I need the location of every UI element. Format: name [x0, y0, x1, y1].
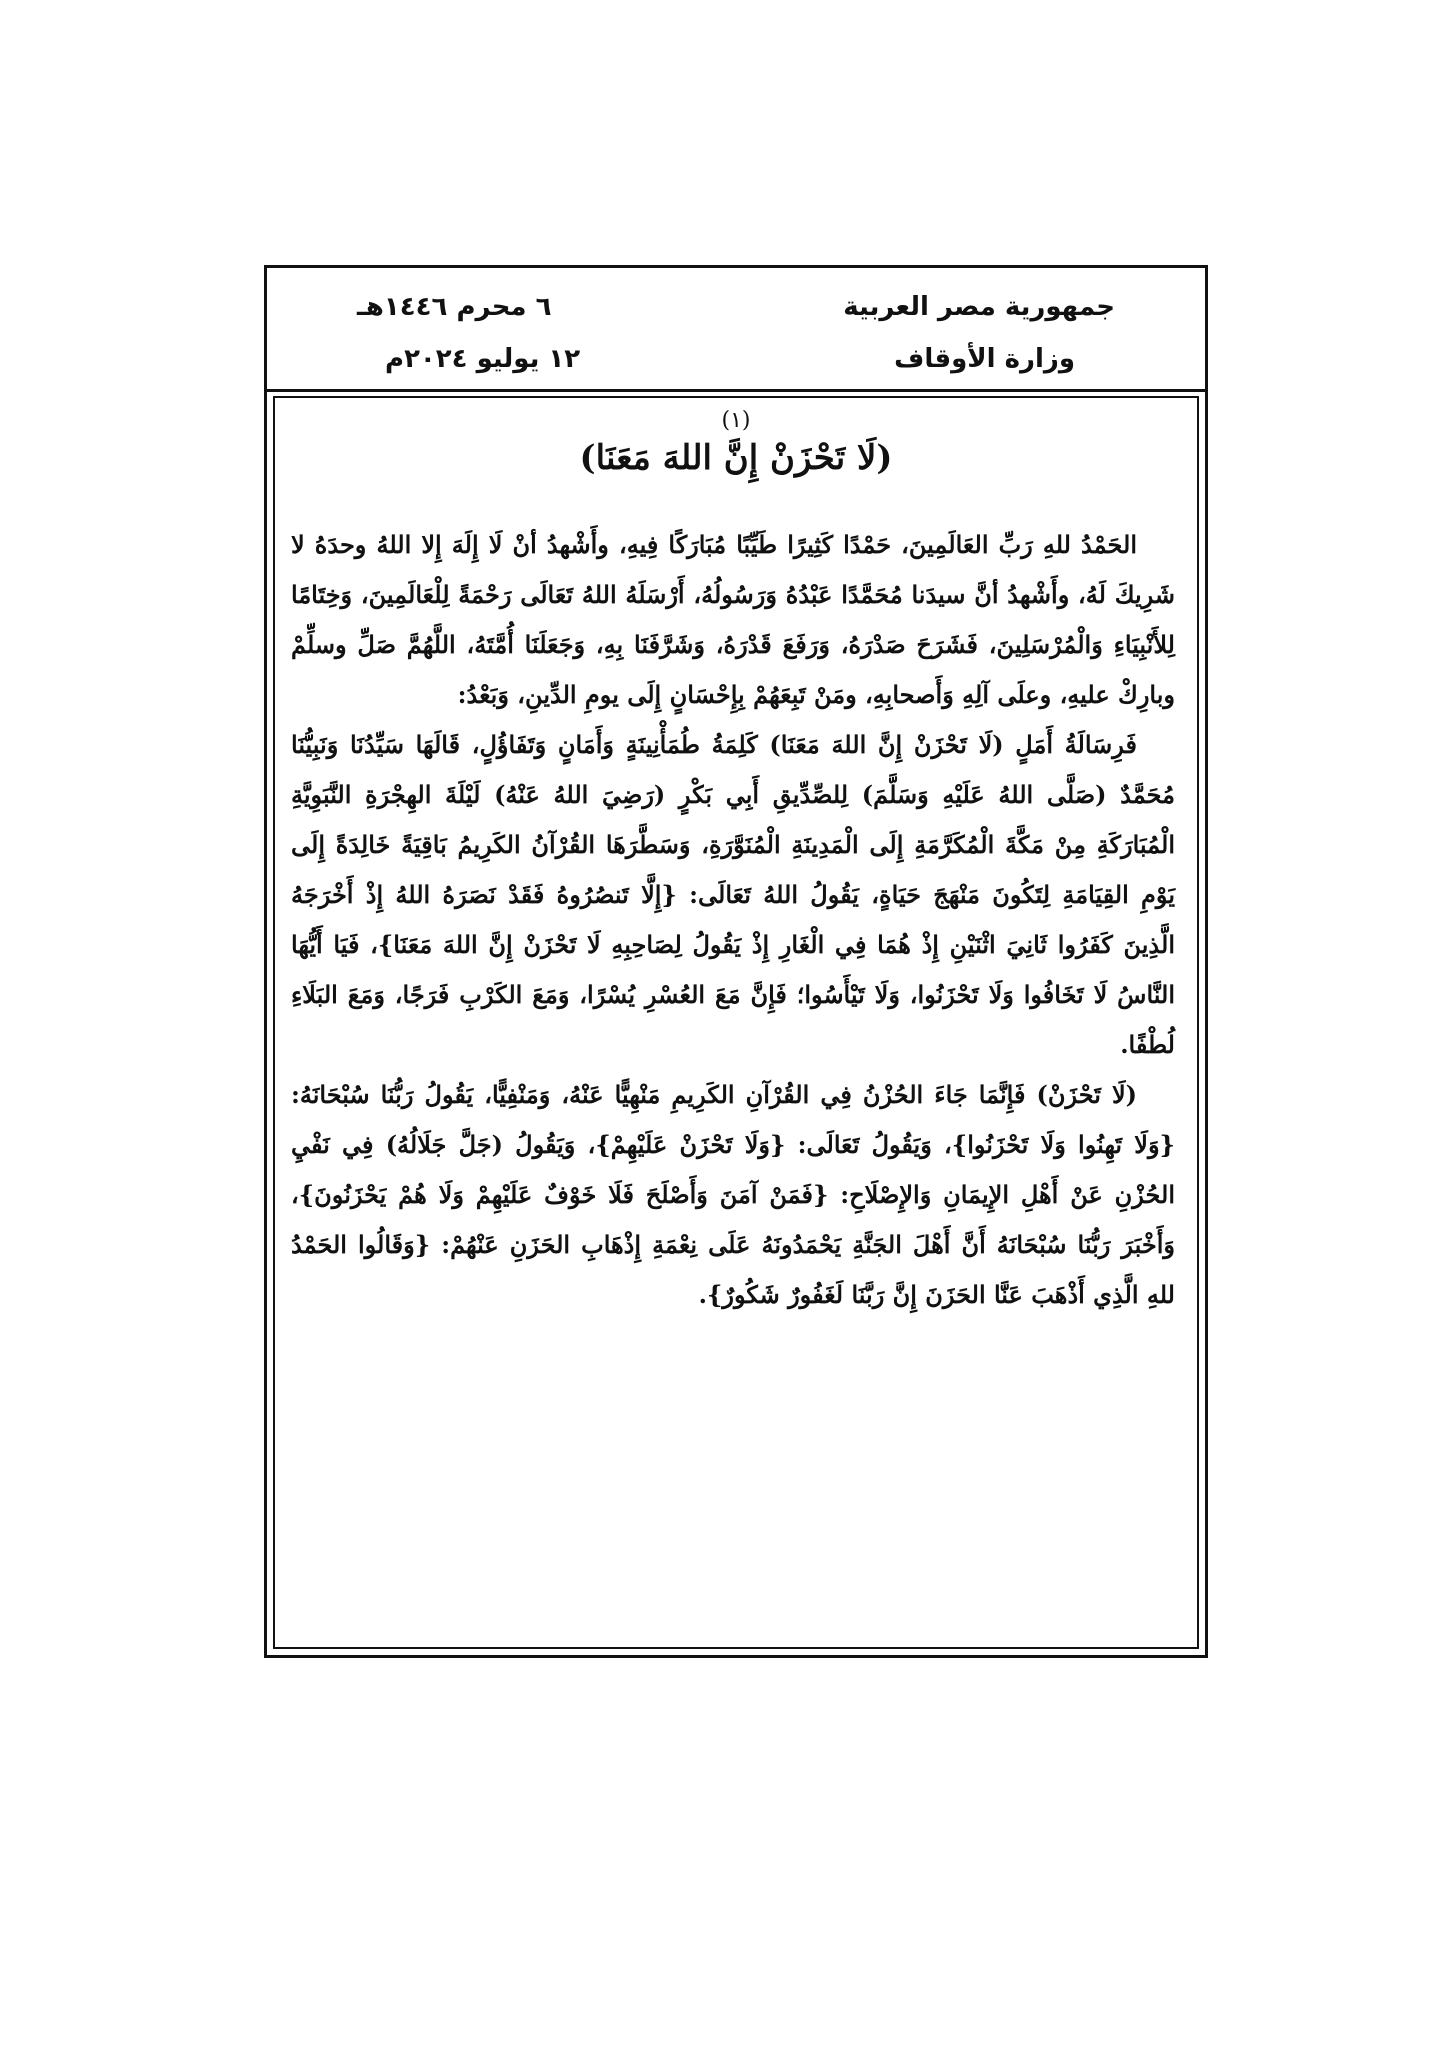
paragraph: (لَا تَحْزَنْ) فَإِنَّمَا جَاءَ الحُزْنُ فِي القُرْآنِ الكَرِيمِ مَنْهِيًّا عَنْهُ، وَمَنْفِيًّا، يَقُولُ رَبُّنَا سُبْحَانَهُ: {وَلَا تَهِنُوا وَلَا تَحْزَنُوا}، وَيَقُولُ تَعَالَى: {وَلَا تَحْزَنْ عَلَيْهِمْ}، وَيَقُولُ (جَلَّ جَلَالُهُ) فِي نَفْيِ الحُزْنِ عَنْ أَهْلِ الإِيمَانِ وَالإِصْلَاحِ: {فَمَنْ آمَنَ وَأَصْلَحَ فَلَا خَوْفٌ عَلَيْهِمْ وَلَا هُمْ يَحْزَنُونَ}، وَأَخْبَرَ رَبُّنَا سُبْحَانَهُ أَنَّ أَهْلَ الجَنَّةِ يَحْمَدُونَهُ عَلَى نِعْمَةِ إِذْهَابِ الحَزَنِ عَنْهُمْ: {وَقَالُوا الحَمْدُ للهِ الَّذِي أَذْهَبَ عَنَّا الحَزَنَ إِنَّ رَبَّنَا لَغَفُورٌ شَكُورٌ}. [291, 1080, 1176, 1309]
country-name: جمهورية مصر العربية [843, 292, 1115, 322]
paragraph: الحَمْدُ للهِ رَبِّ العَالَمِينَ، حَمْدًا كَثِيرًا طَيِّبًا مُبَارَكًا فِيهِ، وأَشْهدُ أنْ لَا إِلَهَ إِلا اللهُ وحدَهُ لا شَرِيكَ لَهُ، وأَشْهدُ أنَّ سيدَنا مُحَمَّدًا عَبْدُهُ وَرَسُولُهُ، أَرْسَلَهُ اللهُ تَعَالَى رَحْمَةً لِلْعَالَمِينَ، وَخِتَامًا لِلأَنْبِيَاءِ وَالْمُرْسَلِينَ، فَشَرَحَ صَدْرَهُ، وَرَفَعَ قَدْرَهُ، وَشَرَّفَنَا بِهِ، وَجَعَلَنَا أُمَّتَهُ، اللَّهُمَّ صَلِّ وسلِّمْ وبارِكْ عليهِ، وعلَى آلِهِ وَأَصحابِهِ، ومَنْ تَبِعَهُمْ بِإِحْسَانٍ إِلَى يومِ الدِّينِ، وَبَعْدُ: [291, 530, 1175, 709]
sermon-title: (لَا تَحْزَنْ إِنَّ اللهَ مَعَنَا) [579, 438, 893, 478]
sermon-number: (١) [721, 408, 751, 433]
sermon-body [291, 520, 1175, 1320]
gregorian-date: ١٢ يوليو ٢٠٢٤م [385, 344, 581, 374]
sermon-box [273, 396, 1199, 1649]
paragraph: فَرِسَالَةُ أَمَلٍ (لَا تَحْزَنْ إِنَّ اللهَ مَعَنَا) كَلِمَةُ طُمَأْنِينَةٍ وَأَمَانٍ وَتَفَاؤُلٍ، قَالَهَا سَيِّدُنَا وَنَبِيُّنَا مُحَمَّدٌ (صَلَّى اللهُ عَلَيْهِ وَسَلَّمَ) لِلصِّدِّيقِ أَبِي بَكْرٍ (رَضِيَ اللهُ عَنْهُ) لَيْلَةَ الهِجْرَةِ النَّبَوِيَّةِ الْمُبَارَكَةِ مِنْ مَكَّةَ الْمُكَرَّمَةِ إِلَى الْمَدِينَةِ الْمُنَوَّرَةِ، وَسَطَّرَهَا القُرْآنُ الكَرِيمُ بَاقِيَةً خَالِدَةً إِلَى يَوْمِ القِيَامَةِ لِتَكُونَ مَنْهَجَ حَيَاةٍ، يَقُولُ اللهُ تَعَالَى: {إِلَّا تَنصُرُوهُ فَقَدْ نَصَرَهُ اللهُ إِذْ أَخْرَجَهُ الَّذِينَ كَفَرُوا ثَانِيَ اثْنَيْنِ إِذْ هُمَا فِي الْغَارِ إِذْ يَقُولُ لِصَاحِبِهِ لَا تَحْزَنْ إِنَّ اللهَ مَعَنَا}، فَيَا أَيُّهَا النَّاسُ لَا تَخَافُوا وَلَا تَحْزَنُوا، وَلَا تَيْأَسُوا؛ فَإِنَّ مَعَ العُسْرِ يُسْرًا، وَمَعَ الكَرْبِ فَرَجًا، وَمَعَ البَلَاءِ لُطْفًا. [291, 730, 1175, 1059]
ministry-name: وزارة الأوقاف [894, 344, 1075, 374]
document-header [267, 268, 1205, 392]
hijri-date: ٦ محرم ١٤٤٦هـ [357, 292, 552, 322]
page-frame [264, 265, 1208, 1658]
